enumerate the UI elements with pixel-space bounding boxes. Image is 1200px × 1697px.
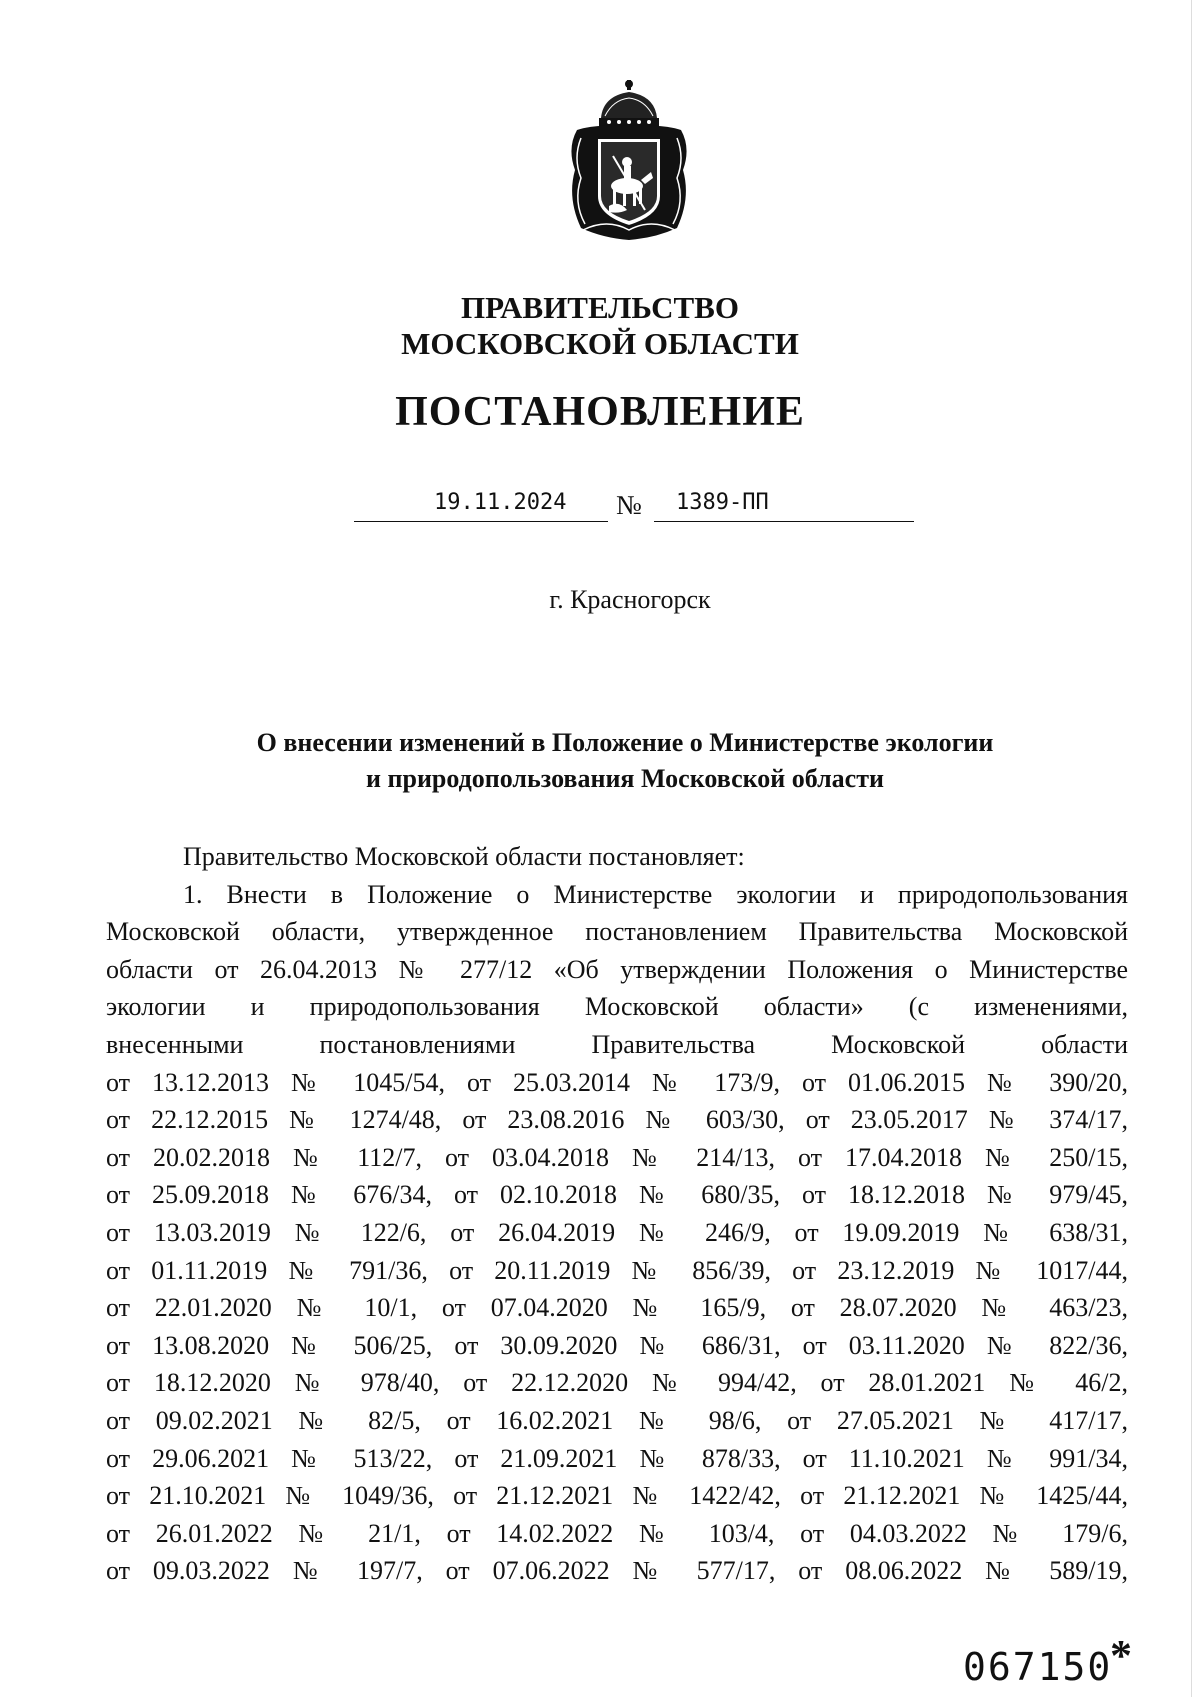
body-line: от 18.12.2020 № 978/40, от 22.12.2020 № 994/42, от 28.01.2021 № 46/2,: [106, 1368, 1128, 1398]
document-body: [106, 838, 1128, 1590]
crown-icon: [599, 80, 659, 126]
body-line: от 25.09.2018 № 676/34, от 02.10.2018 № 680/35, от 18.12.2018 № 979/45,: [106, 1180, 1128, 1210]
coat-of-arms-emblem: [563, 78, 695, 244]
title-line-1: О внесении изменений в Положение о Министерстве экологии: [256, 728, 994, 757]
document-date: 19.11.2024: [434, 490, 567, 515]
body-line: от 21.10.2021 № 1049/36, от 21.12.2021 № 1422/42, от 21.12.2021 № 1425/44,: [106, 1481, 1128, 1511]
organization-line-2: МОСКОВСКОЙ ОБЛАСТИ: [401, 326, 799, 361]
document-type: ПОСТАНОВЛЕНИЕ: [395, 389, 805, 435]
body-line: от 01.11.2019 № 791/36, от 20.11.2019 № 856/39, от 23.12.2019 № 1017/44,: [106, 1255, 1128, 1285]
body-line: от 22.12.2015 № 1274/48, от 23.08.2016 № 603/30, от 23.05.2017 № 374/17,: [106, 1105, 1128, 1135]
title-line-2: и природопользования Московской области: [366, 764, 884, 793]
registration-line: [354, 490, 914, 526]
body-line: от 09.03.2022 № 197/7, от 07.06.2022 № 577/17, от 08.06.2022 № 589/19,: [106, 1556, 1128, 1586]
organization-name: [0, 290, 1200, 362]
body-line: 1. Внести в Положение о Министерстве экологии и природопользования: [183, 879, 1128, 909]
number-underline: [654, 521, 914, 522]
number-sign: №: [616, 490, 642, 520]
body-line: внесенными постановлениями Правительства Московской области: [106, 1029, 1128, 1059]
scan-edge-line: [1191, 0, 1192, 1697]
date-underline: [354, 521, 608, 522]
body-line: от 13.12.2013 № 1045/54, от 25.03.2014 № 173/9, от 01.06.2015 № 390/20,: [106, 1067, 1128, 1097]
body-line: от 22.01.2020 № 10/1, от 07.04.2020 № 165/9, от 28.07.2020 № 463/23,: [106, 1293, 1128, 1323]
serial-number-stamp: 067150: [963, 1645, 1113, 1689]
document-title: [0, 725, 1200, 797]
body-line: от 13.08.2020 № 506/25, от 30.09.2020 № 686/31, от 03.11.2020 № 822/36,: [106, 1330, 1128, 1360]
asterisk-mark: *: [1110, 1631, 1132, 1680]
body-line: от 26.01.2022 № 21/1, от 14.02.2022 № 103/4, от 04.03.2022 № 179/6,: [106, 1518, 1128, 1548]
body-line: Московской области, утвержденное постановлением Правительства Московской: [106, 917, 1128, 947]
intro-paragraph: Правительство Московской области постановляет:: [183, 842, 745, 871]
body-line: от 13.03.2019 № 122/6, от 26.04.2019 № 246/9, от 19.09.2019 № 638/31,: [106, 1217, 1128, 1247]
document-number: 1389-ПП: [676, 490, 769, 515]
body-line: от 29.06.2021 № 513/22, от 21.09.2021 № 878/33, от 11.10.2021 № 991/34,: [106, 1443, 1128, 1473]
body-line: от 20.02.2018 № 112/7, от 03.04.2018 № 214/13, от 17.04.2018 № 250/15,: [106, 1142, 1128, 1172]
organization-line-1: ПРАВИТЕЛЬСТВО: [461, 290, 739, 325]
city-name: г. Красногорск: [549, 585, 711, 614]
body-line: от 09.02.2021 № 82/5, от 16.02.2021 № 98/6, от 27.05.2021 № 417/17,: [106, 1405, 1128, 1435]
body-line: экологии и природопользования Московской области» (с изменениями,: [106, 992, 1128, 1022]
body-line: области от 26.04.2013 № 277/12 «Об утверждении Положения о Министерстве: [106, 954, 1128, 984]
